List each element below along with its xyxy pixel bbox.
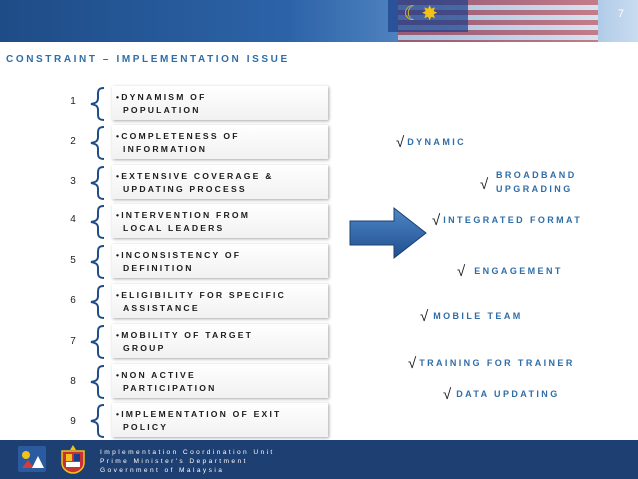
check-mark-icon: √ [408,355,417,372]
solution-label: INTEGRATED FORMAT [443,215,583,225]
constraint-box [112,165,328,199]
constraint-text: INFORMATION [123,144,208,154]
constraint-text: GROUP [123,343,166,353]
check-mark-icon: √ [480,176,489,193]
constraint-text: ASSISTANCE [123,303,200,313]
curly-brace-icon [88,204,108,240]
constraint-box [112,403,328,437]
check-mark-icon: √ [457,263,466,280]
solution-label: ENGAGEMENT [474,266,563,276]
constraint-text: •INCONSISTENCY OF [116,250,242,260]
page-number: 7 [617,8,624,20]
top-banner [0,0,638,42]
constraint-number: 9 [70,416,76,427]
constraint-text: •MOBILITY OF TARGET [116,330,254,340]
constraint-number: 4 [70,214,76,225]
constraint-text: •EXTENSIVE COVERAGE & [116,171,274,181]
constraint-number: 6 [70,295,76,306]
solution-item [443,386,560,403]
solution-label: DATA UPDATING [456,389,560,399]
constraint-text: •DYNAMISM OF [116,92,207,102]
constraint-text: POPULATION [123,105,201,115]
constraint-number: 2 [70,136,76,147]
solution-label: DYNAMIC [407,137,467,147]
slide-title: CONSTRAINT – IMPLEMENTATION ISSUE [6,54,290,65]
constraint-text: DEFINITION [123,263,194,273]
curly-brace-icon [88,244,108,280]
curly-brace-icon [88,86,108,122]
solution-item [496,168,577,196]
footer-line: Prime Minister's Department [100,458,248,465]
check-mark-icon: √ [443,386,452,403]
constraint-box [112,284,328,318]
constraint-text: LOCAL LEADERS [123,223,225,233]
check-mark-icon: √ [432,212,441,229]
constraint-number: 7 [70,336,76,347]
constraint-text: PARTICIPATION [123,383,217,393]
constraint-text: UPDATING PROCESS [123,184,247,194]
constraint-number: 5 [70,255,76,266]
curly-brace-icon [88,364,108,400]
malaysia-crest-icon [56,443,90,475]
icu-logo-icon [18,446,46,472]
curly-brace-icon [88,284,108,320]
curly-brace-icon [88,165,108,201]
constraint-box [112,324,328,358]
solution-item [420,308,523,325]
constraint-box [112,204,328,238]
footer-bar [0,440,638,479]
constraint-box [112,244,328,278]
solution-item [432,212,582,229]
constraint-box [112,125,328,159]
check-mark-icon: √ [420,308,429,325]
constraint-text: •ELIGIBILITY FOR SPECIFIC [116,290,287,300]
constraint-text: POLICY [123,422,169,432]
footer-text [100,448,275,475]
footer-line: Implementation Coordination Unit [100,449,275,456]
constraint-number: 8 [70,376,76,387]
constraint-box [112,364,328,398]
curly-brace-icon [88,403,108,439]
solution-item [408,355,575,372]
solution-item [457,263,563,280]
constraint-text: •IMPLEMENTATION OF EXIT [116,409,282,419]
constraint-number: 3 [70,176,76,187]
constraint-box [112,86,328,120]
check-mark-icon: √ [396,134,405,151]
constraint-text: •COMPLETENESS OF [116,131,240,141]
solution-label: MOBILE TEAM [433,311,523,321]
right-arrow-icon [348,206,428,260]
flag-crescent-icon: ☾✸ [403,3,438,25]
curly-brace-icon [88,324,108,360]
constraint-text: •INTERVENTION FROM [116,210,251,220]
solution-label: TRAINING FOR TRAINER [419,358,575,368]
solution-item [396,134,466,151]
solution-label: BROADBAND [496,170,577,180]
constraint-text: •NON ACTIVE [116,370,196,380]
footer-line: Government of Malaysia [100,467,225,474]
curly-brace-icon [88,125,108,161]
solution-label: UPGRADING [496,184,573,194]
constraint-number: 1 [70,96,76,107]
